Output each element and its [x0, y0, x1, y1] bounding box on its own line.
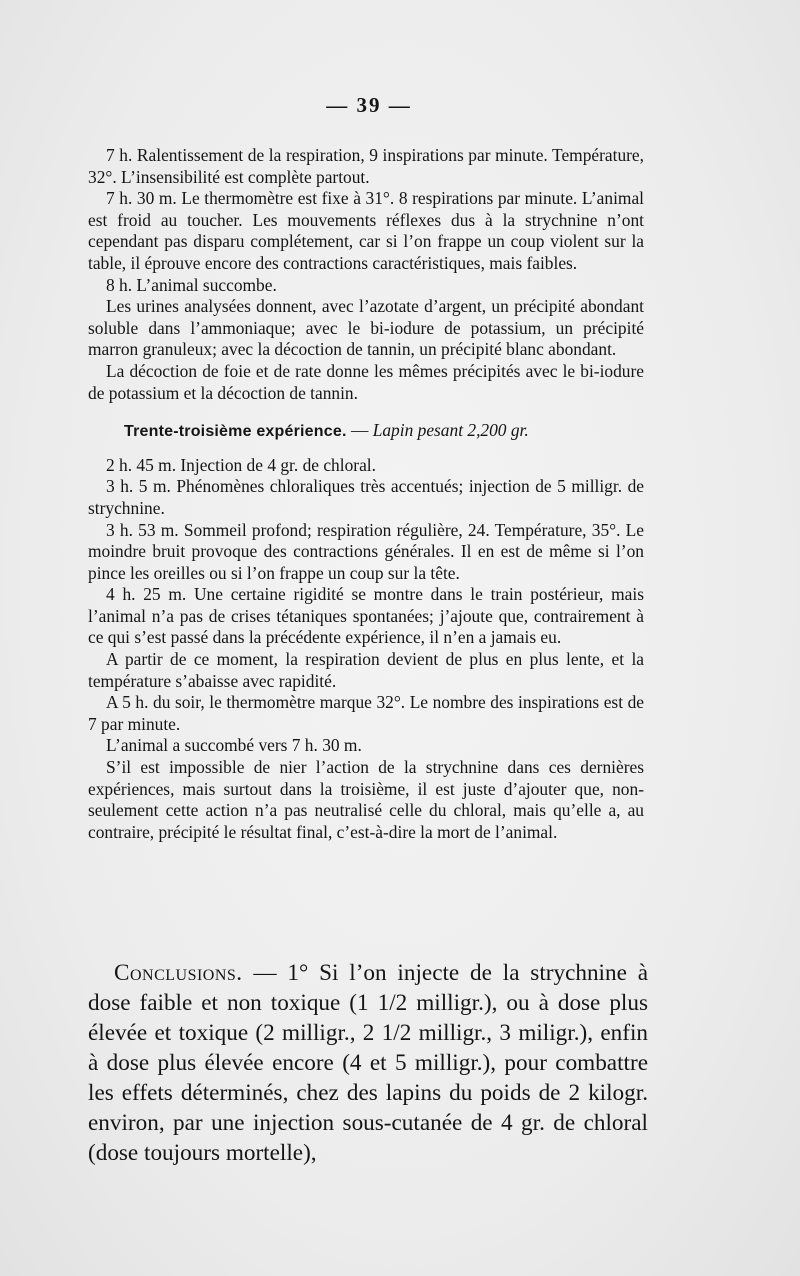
paragraph: 7 h. Ralentissement de la respiration, 9 inspirations par minute. Température, 32°. L’insensibilité est complète partout.: [88, 145, 644, 187]
section-heading: [88, 420, 644, 443]
paragraph: S’il est impossible de nier l’action de la strychnine dans ces dernières expériences, mais surtout dans la troisième, il est juste d’ajouter que, non-seulement cette action n’a pas neutralisé celle du chloral, mais qu’elle a, au contraire, précipité le résultat final, c’est-à-dire la mort de l’animal.: [88, 757, 644, 842]
conclusion-label: Conclusions.: [114, 960, 243, 986]
conclusions-section: [88, 958, 648, 1168]
conclusion-text: — 1° Si l’on injecte de la strychnine à dose faible et non toxique (1 1/2 milligr.), ou à dose plus élevée et toxique (2 milligr., 2 1/2 milligr., 3 miligr.), enfin à dose plus élevée encore (4 et 5 milligr.), pour combattre les effets déterminés, chez des lapins du poids de 2 kilogr. environ, par une injection sous-cutanée de 4 gr. de chloral (dose toujours mortelle),: [88, 960, 648, 1166]
paragraph: 4 h. 25 m. Une certaine rigidité se montre dans le train postérieur, mais l’animal n’a pas de crises tétaniques spontanées; j’ajoute que, contrairement à ce qui s’est passé dans la précédente expérience, il n’en a jamais eu.: [88, 584, 644, 648]
paragraph: A 5 h. du soir, le thermomètre marque 32°. Le nombre des inspirations est de 7 par minute.: [88, 692, 644, 734]
body-text: [88, 145, 644, 843]
paragraph: 2 h. 45 m. Injection de 4 gr. de chloral.: [106, 454, 376, 475]
paragraph: La décoction de foie et de rate donne les mêmes précipités avec le bi-iodure de potassium et la décoction de tannin.: [88, 360, 644, 403]
section-subtitle: Lapin pesant 2,200 gr.: [372, 420, 529, 441]
conclusion-paragraph: [88, 958, 648, 1168]
paragraph: L’animal a succombé vers 7 h. 30 m.: [106, 735, 362, 756]
page-number: — 39 —: [326, 93, 412, 117]
paragraph: A partir de ce moment, la respiration devient de plus en plus lente, et la température s’abaisse avec rapidité.: [88, 649, 644, 691]
section-title: Trente-troisième expérience.: [124, 423, 347, 441]
paragraph: 3 h. 5 m. Phénomènes chloraliques très accentués; injection de 5 milligr. de strychnine.: [88, 476, 644, 518]
paragraph: Les urines analysées donnent, avec l’azotate d’argent, un précipité abondant soluble dans l’ammoniaque; avec le bi-iodure de potassium, un précipité marron granuleux; avec la décoction de tannin, un précipité blanc abondant.: [88, 296, 644, 360]
paragraph: 8 h. L’animal succombe.: [106, 274, 277, 295]
paragraph: 3 h. 53 m. Sommeil profond; respiration régulière, 24. Température, 35°. Le moindre bruit provoque des contractions générales. Il en est de même si l’on pince les oreilles ou si l’on frappe un coup sur la tête.: [88, 519, 644, 583]
paragraph: 7 h. 30 m. Le thermomètre est fixe à 31°. 8 respirations par minute. L’animal est froid au toucher. Les mouvements réflexes dus à la strychnine n’ont cependant pas disparu complétement, car si l’on frappe un coup violent sur la table, il éprouve encore des contractions caractéristiques, mais faibles.: [88, 188, 644, 273]
section-separator: —: [346, 420, 373, 441]
